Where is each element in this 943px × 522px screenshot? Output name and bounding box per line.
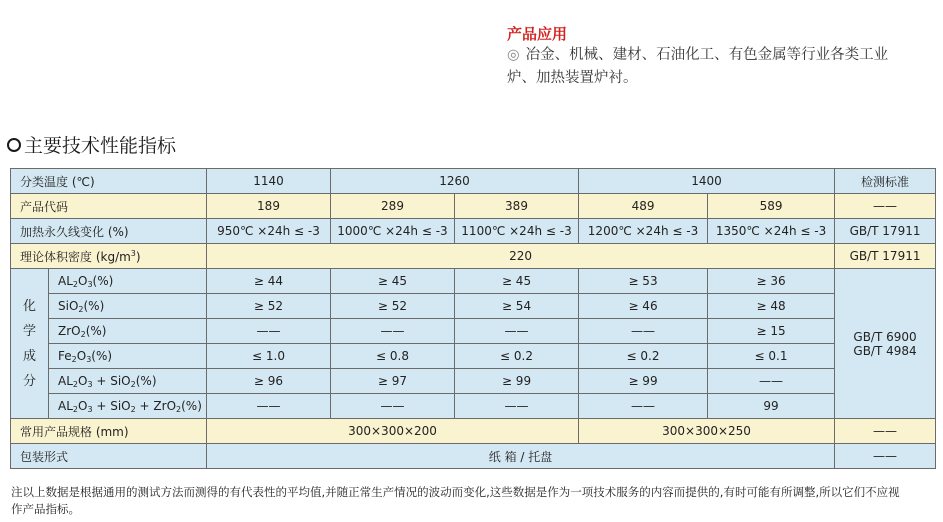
table-cell: 1140 bbox=[207, 169, 331, 194]
row-label: $AL_2O_3(\%)$ bbox=[49, 269, 207, 294]
side-char: 学 bbox=[22, 323, 36, 339]
table-cell: —— bbox=[708, 369, 835, 394]
table-cell: —— bbox=[455, 394, 579, 419]
section-heading bbox=[7, 131, 176, 158]
table-cell: ≤ 0.8 bbox=[331, 344, 455, 369]
table-cell: 489 bbox=[579, 194, 708, 219]
standard-cell: —— bbox=[835, 419, 936, 444]
standard-line: GB/T 6900 bbox=[853, 329, 917, 344]
table-cell: —— bbox=[579, 394, 708, 419]
row-label: SiO$_2$(%) bbox=[49, 294, 207, 319]
table-cell: —— bbox=[455, 319, 579, 344]
standard-cell: GB/T 17911 bbox=[835, 244, 936, 269]
table-cell: 189 bbox=[207, 194, 331, 219]
row-label bbox=[11, 244, 207, 269]
table-cell: ≥ 54 bbox=[455, 294, 579, 319]
table-cell: —— bbox=[579, 319, 708, 344]
footnote: 注以上数据是根据通用的测试方法而测得的有代表性的平均值,并随正常生产情况的波动而变化,这些数据是作为一项技术服务的内容而提供的,有时可能有所调整,所以它们不应视作产品指标。 bbox=[11, 485, 900, 516]
standard-cell: —— bbox=[835, 194, 936, 219]
table-cell: 1200℃ ×24h ≤ -3 bbox=[579, 219, 708, 244]
table-cell: ≥ 45 bbox=[331, 269, 455, 294]
table-row-zro2 bbox=[11, 319, 936, 344]
table-cell: 1350℃ ×24h ≤ -3 bbox=[708, 219, 835, 244]
table-cell: ≥ 45 bbox=[455, 269, 579, 294]
table-row-size bbox=[11, 419, 936, 444]
table-cell: ≥ 52 bbox=[207, 294, 331, 319]
table-cell: ≤ 0.1 bbox=[708, 344, 835, 369]
side-char: 成 bbox=[22, 348, 36, 364]
table-cell: —— bbox=[331, 319, 455, 344]
table-cell: ≥ 15 bbox=[708, 319, 835, 344]
application-text bbox=[507, 44, 917, 90]
table-row-shrinkage bbox=[11, 219, 936, 244]
table-cell: 1260 bbox=[331, 169, 579, 194]
table-cell: ≥ 53 bbox=[579, 269, 708, 294]
table-cell: 950℃ ×24h ≤ -3 bbox=[207, 219, 331, 244]
table-cell: 289 bbox=[331, 194, 455, 219]
table-cell: —— bbox=[207, 394, 331, 419]
table-cell: 纸 箱 / 托盘 bbox=[207, 444, 835, 469]
side-char: 化 bbox=[22, 298, 36, 314]
table-row-al2o3-sio2-zro2 bbox=[11, 394, 936, 419]
table-cell: ≥ 99 bbox=[579, 369, 708, 394]
table-cell: ≥ 48 bbox=[708, 294, 835, 319]
table-cell: 99 bbox=[708, 394, 835, 419]
standard-line: GB/T 4984 bbox=[853, 343, 917, 358]
table-cell: 1400 bbox=[579, 169, 835, 194]
table-row-sio2 bbox=[11, 294, 936, 319]
row-label: 产品代码 bbox=[11, 194, 207, 219]
side-char: 分 bbox=[22, 373, 36, 389]
table-cell: ≥ 52 bbox=[331, 294, 455, 319]
table-cell: 589 bbox=[708, 194, 835, 219]
row-label: $AL_2O_3 + SiO_2 + ZrO_2(\%)$ bbox=[49, 394, 207, 419]
row-label: ZrO$_2$(%) bbox=[49, 319, 207, 344]
table-cell: ≥ 46 bbox=[579, 294, 708, 319]
table-row-fe2o3 bbox=[11, 344, 936, 369]
standard-header: 检测标准 bbox=[835, 169, 936, 194]
table-row-al2o3-sio2 bbox=[11, 369, 936, 394]
application-title: 产品应用 bbox=[507, 25, 568, 43]
table-row-packing bbox=[11, 444, 936, 469]
row-label: 加热永久线变化 (%) bbox=[11, 219, 207, 244]
bullet-icon: ◎ bbox=[507, 47, 520, 63]
table-cell: 1100℃ ×24h ≤ -3 bbox=[455, 219, 579, 244]
chemical-standard bbox=[835, 269, 936, 419]
table-row-classification bbox=[11, 169, 936, 194]
density-label: 理论体积密度 (kg/m bbox=[20, 249, 131, 264]
row-label: 常用产品规格 (mm) bbox=[11, 419, 207, 444]
table-row-density bbox=[11, 244, 936, 269]
table-cell: ≤ 0.2 bbox=[579, 344, 708, 369]
section-heading-text: 主要技术性能指标 bbox=[24, 135, 177, 157]
table-cell: 1000℃ ×24h ≤ -3 bbox=[331, 219, 455, 244]
row-label: $AL_2O_3 + SiO_2(\%)$ bbox=[49, 369, 207, 394]
row-label: 分类温度 (℃) bbox=[11, 169, 207, 194]
table-cell: 300×300×200 bbox=[207, 419, 579, 444]
row-label: $Fe_2O_3(\%)$ bbox=[49, 344, 207, 369]
table-cell: —— bbox=[331, 394, 455, 419]
table-cell: ≥ 97 bbox=[331, 369, 455, 394]
table-cell: —— bbox=[207, 319, 331, 344]
circle-icon bbox=[7, 138, 21, 152]
density-label-sup: 3 bbox=[130, 248, 136, 258]
density-label-end: ) bbox=[135, 249, 141, 264]
spec-table bbox=[10, 168, 936, 469]
table-cell: ≤ 0.2 bbox=[455, 344, 579, 369]
table-row-al2o3 bbox=[11, 269, 936, 294]
table-cell: ≤ 1.0 bbox=[207, 344, 331, 369]
standard-cell: GB/T 17911 bbox=[835, 219, 936, 244]
table-cell: 220 bbox=[207, 244, 835, 269]
table-row-code bbox=[11, 194, 936, 219]
table-cell: ≥ 96 bbox=[207, 369, 331, 394]
table-cell: 300×300×250 bbox=[579, 419, 835, 444]
chemical-side-label bbox=[11, 269, 49, 419]
standard-cell: —— bbox=[835, 444, 936, 469]
table-cell: ≥ 36 bbox=[708, 269, 835, 294]
application-description: 冶金、机械、建材、石油化工、有色金属等行业各类工业炉、加热装置炉衬。 bbox=[507, 47, 889, 86]
table-cell: ≥ 99 bbox=[455, 369, 579, 394]
table-cell: ≥ 44 bbox=[207, 269, 331, 294]
row-label: 包装形式 bbox=[11, 444, 207, 469]
table-cell: 389 bbox=[455, 194, 579, 219]
